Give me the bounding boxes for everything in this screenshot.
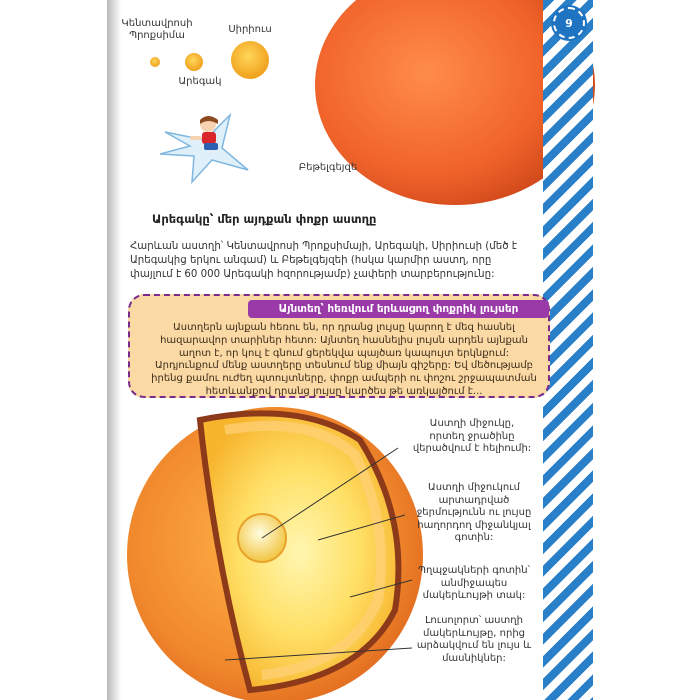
betelgeuse-label: Բեթելգեյզե	[298, 162, 358, 173]
article-title: Արեգակը՝ մեր այդքան փոքր աստղը	[152, 212, 377, 226]
info-box-title-text: Այնտեղ՝ հեռվում երևացող փոքրիկ լույսեր	[278, 303, 519, 315]
sirius-label: Սիրիուս	[228, 24, 272, 35]
page-number: 9	[565, 16, 573, 30]
sun-label: Արեգակ	[178, 76, 222, 87]
callout-core: Աստղի միջուկը, որտեղ ջրածինը վերածվում է հելիումի:	[412, 418, 532, 455]
callout-photosphere: Լուսոլորտ՝ աստղի մակերևույթը, որից արձակվում են լույս և մասնիկներ:	[416, 615, 532, 664]
proxima-label: Կենտավրոսի Պրոքսիմա	[121, 18, 193, 41]
info-box-body: Աստղերն այնքան հեռու են, որ դրանց լույսը կարող է մեզ հասնել հազարավոր տարիներ հետո: Այնտեղ հասնելիս լույսն արդեն այնքան աղոտ է, որ կուլ է գնում ցերեկվա պայծառ կապույտ երկնքում: Արդյունքում մենք աստղերը տեսնում ենք միայն գիշերը: Եվ մեծությամբ իրենց քամու ուժեղ պտույտները, փոքր ամպերի ու փոշու շրջապատման հետևանքով դրանց լույսը կարծես թե առկայծում է...	[151, 322, 537, 397]
callout-radiative-zone: Աստղի միջուկում արտադրված ջերմությունն ու լույսը հաղորդող միջանկյալ գոտին:	[416, 482, 532, 544]
callout-convective-zone: Պղպջակների գոտին՝ անմիջապես մակերևույթի տակ:	[417, 565, 530, 602]
article-body: Հարևան աստղի՝ Կենտավրոսի Պրոքսիմայի, Արեգակի, Սիրիուսի (մեծ է Արեգակից երկու անգամ) և Բեթելգեյզեի (հսկա կարմիր աստղ, որը փայլում է 60 000 Արեգակի հզորությամբ) չափերի տարբերությունը:	[130, 241, 518, 280]
